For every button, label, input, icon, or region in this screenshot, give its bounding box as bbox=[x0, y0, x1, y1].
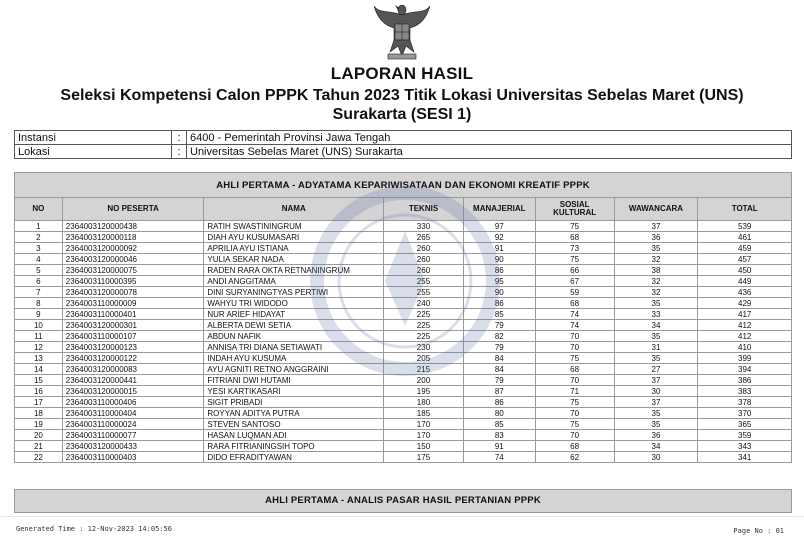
row-teknis: 240 bbox=[384, 298, 464, 309]
row-no: 1 bbox=[15, 221, 63, 232]
row-manajerial: 86 bbox=[463, 298, 535, 309]
row-teknis: 265 bbox=[384, 232, 464, 243]
row-no-peserta: 2364003120000118 bbox=[62, 232, 204, 243]
row-total: 459 bbox=[698, 243, 792, 254]
row-wawancara: 37 bbox=[614, 375, 698, 386]
results-body bbox=[15, 221, 792, 463]
footer-divider bbox=[0, 516, 804, 517]
row-wawancara: 30 bbox=[614, 386, 698, 397]
row-nama: RATIH SWASTININGRUM bbox=[204, 221, 384, 232]
row-no: 14 bbox=[15, 364, 63, 375]
row-teknis: 230 bbox=[384, 342, 464, 353]
row-no: 8 bbox=[15, 298, 63, 309]
row-total: 410 bbox=[698, 342, 792, 353]
row-total: 457 bbox=[698, 254, 792, 265]
row-no-peserta: 2364003110000403 bbox=[62, 452, 204, 463]
row-sosial-kultural: 68 bbox=[535, 441, 614, 452]
row-no-peserta: 2364003110000395 bbox=[62, 276, 204, 287]
row-total: 429 bbox=[698, 298, 792, 309]
row-sosial-kultural: 75 bbox=[535, 419, 614, 430]
row-sosial-kultural: 68 bbox=[535, 298, 614, 309]
row-no: 16 bbox=[15, 386, 63, 397]
row-teknis: 175 bbox=[384, 452, 464, 463]
col-header-no: NO bbox=[15, 198, 63, 221]
row-wawancara: 35 bbox=[614, 408, 698, 419]
row-wawancara: 37 bbox=[614, 221, 698, 232]
row-nama: APRILIA AYU ISTIANA bbox=[204, 243, 384, 254]
row-wawancara: 35 bbox=[614, 353, 698, 364]
row-total: 370 bbox=[698, 408, 792, 419]
table-row bbox=[15, 265, 792, 276]
row-teknis: 180 bbox=[384, 397, 464, 408]
col-header-no-peserta: NO PESERTA bbox=[62, 198, 204, 221]
row-total: 341 bbox=[698, 452, 792, 463]
row-no: 7 bbox=[15, 287, 63, 298]
lokasi-value: Universitas Sebelas Maret (UNS) Surakarta bbox=[187, 145, 792, 159]
col-header-teknis: TEKNIS bbox=[384, 198, 464, 221]
row-sosial-kultural: 75 bbox=[535, 397, 614, 408]
results-table bbox=[14, 172, 792, 463]
row-wawancara: 27 bbox=[614, 364, 698, 375]
row-sosial-kultural: 75 bbox=[535, 353, 614, 364]
row-manajerial: 85 bbox=[463, 419, 535, 430]
row-nama: ABDUN NAFIK bbox=[204, 331, 384, 342]
col-header-wawancara: WAWANCARA bbox=[614, 198, 698, 221]
table-row bbox=[15, 375, 792, 386]
table-row bbox=[15, 254, 792, 265]
row-nama: HASAN LUQMAN ADI bbox=[204, 430, 384, 441]
row-manajerial: 86 bbox=[463, 265, 535, 276]
col-header-sosial-kultural: SOSIAL KULTURAL bbox=[535, 198, 614, 221]
row-nama: STEVEN SANTOSO bbox=[204, 419, 384, 430]
row-sosial-kultural: 74 bbox=[535, 309, 614, 320]
row-total: 461 bbox=[698, 232, 792, 243]
row-total: 417 bbox=[698, 309, 792, 320]
row-no-peserta: 2364003120000015 bbox=[62, 386, 204, 397]
info-table bbox=[14, 130, 792, 159]
row-sosial-kultural: 73 bbox=[535, 243, 614, 254]
row-sosial-kultural: 70 bbox=[535, 430, 614, 441]
row-wawancara: 35 bbox=[614, 243, 698, 254]
row-manajerial: 79 bbox=[463, 375, 535, 386]
page-number: Page No : 01 bbox=[733, 527, 784, 535]
row-total: 412 bbox=[698, 331, 792, 342]
lokasi-label: Lokasi bbox=[15, 145, 172, 159]
row-sosial-kultural: 68 bbox=[535, 232, 614, 243]
col-header-manajerial: MANAJERIAL bbox=[463, 198, 535, 221]
row-total: 539 bbox=[698, 221, 792, 232]
row-no: 6 bbox=[15, 276, 63, 287]
row-sosial-kultural: 66 bbox=[535, 265, 614, 276]
row-manajerial: 84 bbox=[463, 364, 535, 375]
row-sosial-kultural: 67 bbox=[535, 276, 614, 287]
table-row bbox=[15, 419, 792, 430]
row-no-peserta: 2364003110000406 bbox=[62, 397, 204, 408]
row-wawancara: 36 bbox=[614, 430, 698, 441]
row-sosial-kultural: 71 bbox=[535, 386, 614, 397]
row-no: 10 bbox=[15, 320, 63, 331]
row-no: 2 bbox=[15, 232, 63, 243]
row-teknis: 260 bbox=[384, 243, 464, 254]
row-sosial-kultural: 70 bbox=[535, 331, 614, 342]
row-nama: NUR ARIEF HIDAYAT bbox=[204, 309, 384, 320]
subtitle-line-2: Surakarta (SESI 1) bbox=[332, 106, 472, 123]
report-title: LAPORAN HASIL bbox=[330, 64, 474, 83]
row-manajerial: 87 bbox=[463, 386, 535, 397]
table-row bbox=[15, 320, 792, 331]
row-sosial-kultural: 59 bbox=[535, 287, 614, 298]
row-manajerial: 90 bbox=[463, 287, 535, 298]
row-total: 343 bbox=[698, 441, 792, 452]
row-no-peserta: 2364003120000441 bbox=[62, 375, 204, 386]
row-teknis: 195 bbox=[384, 386, 464, 397]
row-no: 15 bbox=[15, 375, 63, 386]
row-teknis: 255 bbox=[384, 287, 464, 298]
row-teknis: 170 bbox=[384, 419, 464, 430]
row-no: 19 bbox=[15, 419, 63, 430]
row-nama: FITRIANI DWI HUTAMI bbox=[204, 375, 384, 386]
row-nama: ROYYAN ADITYA PUTRA bbox=[204, 408, 384, 419]
table-row bbox=[15, 232, 792, 243]
row-no: 9 bbox=[15, 309, 63, 320]
row-no-peserta: 2364003110000404 bbox=[62, 408, 204, 419]
row-total: 378 bbox=[698, 397, 792, 408]
row-no: 21 bbox=[15, 441, 63, 452]
row-wawancara: 30 bbox=[614, 452, 698, 463]
row-total: 383 bbox=[698, 386, 792, 397]
row-total: 386 bbox=[698, 375, 792, 386]
row-teknis: 185 bbox=[384, 408, 464, 419]
table-row bbox=[15, 276, 792, 287]
table-row bbox=[15, 386, 792, 397]
row-no-peserta: 2364003120000301 bbox=[62, 320, 204, 331]
row-total: 412 bbox=[698, 320, 792, 331]
row-total: 436 bbox=[698, 287, 792, 298]
section-2-title: AHLI PERTAMA - ANALIS PASAR HASIL PERTANIAN PPPK bbox=[14, 489, 792, 513]
info-row-instansi bbox=[15, 131, 792, 145]
row-wawancara: 31 bbox=[614, 342, 698, 353]
table-row bbox=[15, 353, 792, 364]
row-teknis: 225 bbox=[384, 320, 464, 331]
row-wawancara: 34 bbox=[614, 320, 698, 331]
row-nama: YULIA SEKAR NADA bbox=[204, 254, 384, 265]
row-wawancara: 35 bbox=[614, 331, 698, 342]
row-teknis: 200 bbox=[384, 375, 464, 386]
row-nama: ALBERTA DEWI SETIA bbox=[204, 320, 384, 331]
row-no-peserta: 2364003110000009 bbox=[62, 298, 204, 309]
row-no: 4 bbox=[15, 254, 63, 265]
row-nama: ANNISA TRI DIANA SETIAWATI bbox=[204, 342, 384, 353]
row-no: 12 bbox=[15, 342, 63, 353]
row-no-peserta: 2364003110000107 bbox=[62, 331, 204, 342]
row-no: 20 bbox=[15, 430, 63, 441]
row-sosial-kultural: 70 bbox=[535, 342, 614, 353]
row-no-peserta: 2364003120000083 bbox=[62, 364, 204, 375]
row-manajerial: 92 bbox=[463, 232, 535, 243]
col-header-nama: NAMA bbox=[204, 198, 384, 221]
table-row bbox=[15, 221, 792, 232]
row-no: 17 bbox=[15, 397, 63, 408]
row-no: 5 bbox=[15, 265, 63, 276]
row-no-peserta: 2364003120000438 bbox=[62, 221, 204, 232]
row-manajerial: 91 bbox=[463, 243, 535, 254]
row-manajerial: 74 bbox=[463, 452, 535, 463]
table-row bbox=[15, 331, 792, 342]
row-nama: RADEN RARA OKTA RETNANINGRUM bbox=[204, 265, 384, 276]
row-no-peserta: 2364003120000123 bbox=[62, 342, 204, 353]
row-no: 13 bbox=[15, 353, 63, 364]
row-sosial-kultural: 75 bbox=[535, 254, 614, 265]
row-wawancara: 32 bbox=[614, 287, 698, 298]
row-no-peserta: 2364003110000077 bbox=[62, 430, 204, 441]
row-no-peserta: 2364003110000024 bbox=[62, 419, 204, 430]
row-manajerial: 79 bbox=[463, 342, 535, 353]
row-teknis: 260 bbox=[384, 265, 464, 276]
table-row bbox=[15, 397, 792, 408]
row-wawancara: 33 bbox=[614, 309, 698, 320]
row-wawancara: 34 bbox=[614, 441, 698, 452]
row-sosial-kultural: 74 bbox=[535, 320, 614, 331]
report-subtitle bbox=[0, 86, 804, 124]
table-row bbox=[15, 309, 792, 320]
row-no: 18 bbox=[15, 408, 63, 419]
row-no: 11 bbox=[15, 331, 63, 342]
row-no-peserta: 2364003110000401 bbox=[62, 309, 204, 320]
row-nama: DINI SURYANINGTYAS PERTIWI bbox=[204, 287, 384, 298]
row-total: 450 bbox=[698, 265, 792, 276]
row-no: 22 bbox=[15, 452, 63, 463]
table-row bbox=[15, 298, 792, 309]
row-nama: DIDO EFRADITYAWAN bbox=[204, 452, 384, 463]
row-manajerial: 85 bbox=[463, 309, 535, 320]
section-row bbox=[15, 173, 792, 198]
table-row bbox=[15, 441, 792, 452]
row-no-peserta: 2364003120000433 bbox=[62, 441, 204, 452]
row-no-peserta: 2364003120000122 bbox=[62, 353, 204, 364]
row-no-peserta: 2364003120000075 bbox=[62, 265, 204, 276]
garuda-emblem-icon bbox=[372, 0, 432, 62]
row-wawancara: 35 bbox=[614, 419, 698, 430]
row-total: 449 bbox=[698, 276, 792, 287]
row-manajerial: 79 bbox=[463, 320, 535, 331]
row-teknis: 330 bbox=[384, 221, 464, 232]
row-nama: AYU AGNITI RETNO ANGGRAINI bbox=[204, 364, 384, 375]
row-total: 359 bbox=[698, 430, 792, 441]
row-no-peserta: 2364003120000092 bbox=[62, 243, 204, 254]
header-row bbox=[15, 198, 792, 221]
table-row bbox=[15, 408, 792, 419]
row-manajerial: 95 bbox=[463, 276, 535, 287]
table-row bbox=[15, 342, 792, 353]
table-row bbox=[15, 430, 792, 441]
row-wawancara: 32 bbox=[614, 276, 698, 287]
table-row bbox=[15, 287, 792, 298]
lokasi-colon: : bbox=[172, 145, 187, 159]
row-sosial-kultural: 75 bbox=[535, 221, 614, 232]
row-wawancara: 37 bbox=[614, 397, 698, 408]
row-wawancara: 35 bbox=[614, 298, 698, 309]
row-nama: ANDI ANGGITAMA bbox=[204, 276, 384, 287]
row-sosial-kultural: 70 bbox=[535, 375, 614, 386]
row-nama: RARA FITRIANINGSIH TOPO bbox=[204, 441, 384, 452]
row-manajerial: 86 bbox=[463, 397, 535, 408]
instansi-value: 6400 - Pemerintah Provinsi Jawa Tengah bbox=[187, 131, 792, 145]
row-wawancara: 38 bbox=[614, 265, 698, 276]
row-teknis: 205 bbox=[384, 353, 464, 364]
row-teknis: 260 bbox=[384, 254, 464, 265]
row-wawancara: 36 bbox=[614, 232, 698, 243]
row-teknis: 225 bbox=[384, 331, 464, 342]
row-total: 399 bbox=[698, 353, 792, 364]
row-manajerial: 90 bbox=[463, 254, 535, 265]
row-teknis: 215 bbox=[384, 364, 464, 375]
row-manajerial: 97 bbox=[463, 221, 535, 232]
row-manajerial: 91 bbox=[463, 441, 535, 452]
row-sosial-kultural: 62 bbox=[535, 452, 614, 463]
row-sosial-kultural: 68 bbox=[535, 364, 614, 375]
table-row bbox=[15, 243, 792, 254]
row-manajerial: 80 bbox=[463, 408, 535, 419]
row-wawancara: 32 bbox=[614, 254, 698, 265]
row-manajerial: 82 bbox=[463, 331, 535, 342]
row-no: 3 bbox=[15, 243, 63, 254]
row-no-peserta: 2364003120000046 bbox=[62, 254, 204, 265]
row-sosial-kultural: 70 bbox=[535, 408, 614, 419]
row-teknis: 170 bbox=[384, 430, 464, 441]
row-manajerial: 83 bbox=[463, 430, 535, 441]
table-row bbox=[15, 452, 792, 463]
row-nama: WAHYU TRI WIDODO bbox=[204, 298, 384, 309]
table-row bbox=[15, 364, 792, 375]
row-teknis: 255 bbox=[384, 276, 464, 287]
row-nama: SIGIT PRIBADI bbox=[204, 397, 384, 408]
row-total: 394 bbox=[698, 364, 792, 375]
row-total: 365 bbox=[698, 419, 792, 430]
instansi-label: Instansi bbox=[15, 131, 172, 145]
col-header-total: TOTAL bbox=[698, 198, 792, 221]
instansi-colon: : bbox=[172, 131, 187, 145]
row-nama: INDAH AYU KUSUMA bbox=[204, 353, 384, 364]
generated-time: Generated Time : 12-Nov-2023 14:05:56 bbox=[16, 525, 172, 533]
row-teknis: 225 bbox=[384, 309, 464, 320]
row-no-peserta: 2364003120000078 bbox=[62, 287, 204, 298]
row-manajerial: 84 bbox=[463, 353, 535, 364]
info-row-lokasi bbox=[15, 145, 792, 159]
row-nama: YESI KARTIKASARI bbox=[204, 386, 384, 397]
row-teknis: 150 bbox=[384, 441, 464, 452]
subtitle-line-1: Seleksi Kompetensi Calon PPPK Tahun 2023 Titik Lokasi Universitas Sebelas Maret (UNS) bbox=[60, 87, 744, 104]
section-title: AHLI PERTAMA - ADYATAMA KEPARIWISATAAN DAN EKONOMI KREATIF PPPK bbox=[15, 173, 792, 198]
row-nama: DIAH AYU KUSUMASARI bbox=[204, 232, 384, 243]
